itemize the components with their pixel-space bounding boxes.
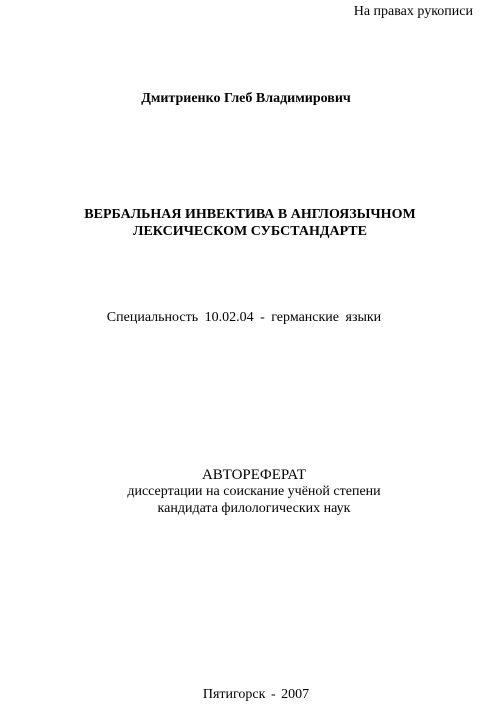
author-name: Дмитриенко Глеб Владимирович [141,91,351,106]
abstract-heading: АВТОРЕФЕРАТ [201,467,307,483]
manuscript-note: На правах рукописи [353,4,473,19]
place-and-year: Пятигорск - 2007 [202,687,310,702]
abstract-description-line-2: кандидата филологических наук [157,501,351,516]
dissertation-title-line-2: ЛЕКСИЧЕСКОМ СУБСТАНДАРТЕ [133,224,367,239]
specialty-line: Специальность 10.02.04 - германские языки [106,310,382,325]
abstract-description-line-1: диссертации на соискание учёной степени [127,484,381,499]
dissertation-title-line-1: ВЕРБАЛЬНАЯ ИНВЕКТИВА В АНГЛОЯЗЫЧНОМ [84,207,416,222]
